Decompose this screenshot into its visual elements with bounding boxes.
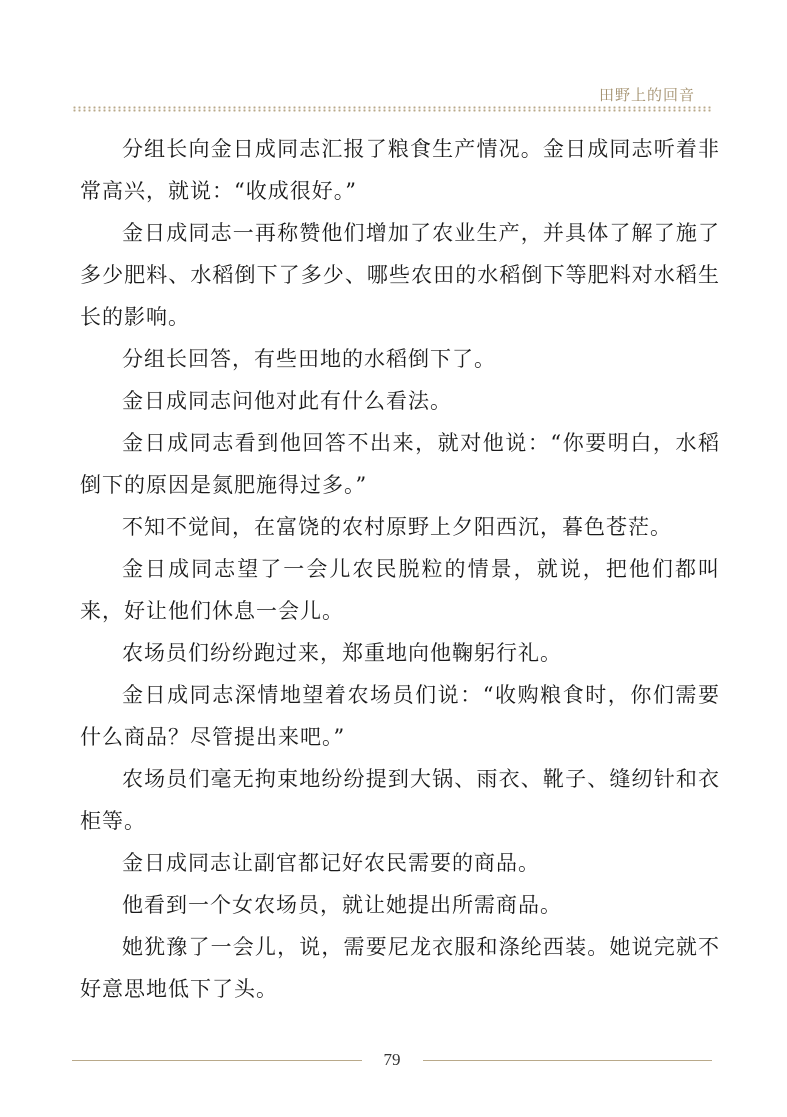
footer-rule-left (72, 1060, 362, 1061)
paragraph: 她犹豫了一会儿，说，需要尼龙衣服和涤纶西装。她说完就不好意思地低下了头。 (80, 935, 720, 1001)
paragraph: 金日成同志望了一会儿农民脱粒的情景，就说，把他们都叫来，好让他们休息一会儿。 (80, 557, 720, 623)
paragraph: 农场员们纷纷跑过来，郑重地向他鞠躬行礼。 (122, 641, 562, 665)
paragraph: 金日成同志问他对此有什么看法。 (122, 389, 452, 413)
paragraph: 金日成同志让副官都记好农民需要的商品。 (122, 851, 540, 875)
footer-rule-right (423, 1060, 713, 1061)
paragraph: 金日成同志一再称赞他们增加了农业生产，并具体了解了施了多少肥料、水稻倒下了多少、哪些农田的水稻倒下等肥料对水稻生长的影响。 (80, 221, 720, 329)
running-head-title: 田野上的回音 (598, 86, 695, 104)
paragraph: 他看到一个女农场员，就让她提出所需商品。 (122, 893, 562, 917)
paragraph: 不知不觉间，在富饶的农村原野上夕阳西沉，暮色苍茫。 (122, 515, 672, 539)
header-dotted-rule (72, 106, 712, 112)
paragraph: 金日成同志深情地望着农场员们说：“收购粮食时，你们需要什么商品？尽管提出来吧。” (80, 683, 720, 749)
paragraph: 分组长回答，有些田地的水稻倒下了。 (122, 347, 496, 371)
body-text (80, 128, 720, 1010)
page-footer (72, 1048, 712, 1072)
paragraph: 金日成同志看到他回答不出来，就对他说：“你要明白，水稻倒下的原因是氮肥施得过多。” (80, 431, 720, 497)
paragraph: 分组长向金日成同志汇报了粮食生产情况。金日成同志听着非常高兴，就说：“收成很好。” (80, 137, 720, 203)
page-number: 79 (383, 1050, 401, 1069)
paragraph: 农场员们毫无拘束地纷纷提到大锅、雨衣、靴子、缝纫针和衣柜等。 (80, 767, 720, 833)
